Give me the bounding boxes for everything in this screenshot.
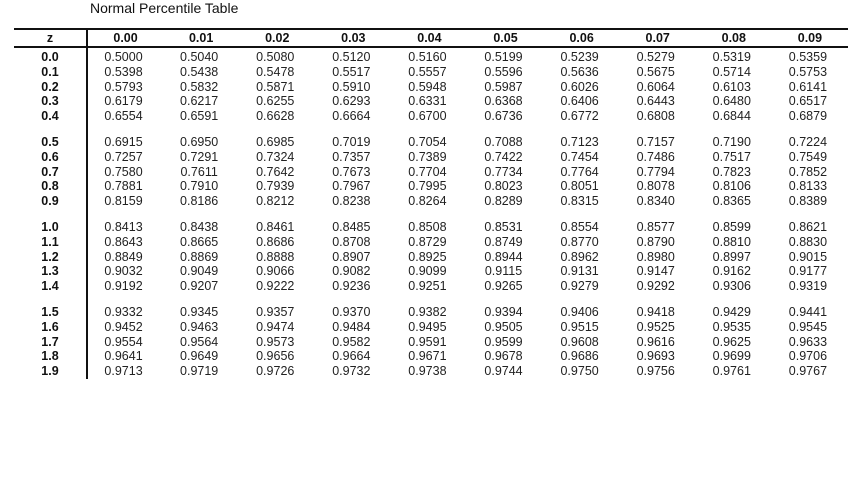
spacer-cell bbox=[544, 209, 620, 220]
percentile-cell: 0.5557 bbox=[408, 64, 447, 79]
table-row bbox=[14, 94, 848, 109]
percentile-cell: 0.7019 bbox=[332, 134, 371, 149]
percentile-cell: 0.9251 bbox=[408, 279, 447, 294]
percentile-cell: 0.5359 bbox=[788, 50, 828, 64]
percentile-cell: 0.7224 bbox=[788, 134, 828, 149]
percentile-cell: 0.7881 bbox=[104, 179, 143, 194]
z-value-cell: 1.5 bbox=[14, 305, 87, 320]
percentile-cell: 0.8078 bbox=[636, 179, 675, 194]
percentile-cell: 0.5000 bbox=[104, 50, 143, 64]
percentile-cell: 0.9535 bbox=[712, 319, 751, 334]
percentile-cell: 0.9641 bbox=[104, 349, 143, 364]
percentile-cell: 0.8531 bbox=[484, 219, 523, 234]
spacer-cell bbox=[87, 294, 163, 305]
percentile-cell: 0.9744 bbox=[484, 364, 523, 379]
percentile-cell: 0.9573 bbox=[256, 334, 295, 349]
table-row bbox=[14, 235, 848, 250]
table-body bbox=[14, 47, 848, 379]
percentile-cell: 0.7123 bbox=[560, 134, 599, 149]
header-col: 0.02 bbox=[239, 29, 315, 47]
group-spacer bbox=[14, 124, 848, 135]
percentile-cell: 0.9767 bbox=[788, 364, 828, 379]
percentile-cell: 0.7995 bbox=[408, 179, 447, 194]
spacer-cell bbox=[315, 124, 391, 135]
percentile-cell: 0.9306 bbox=[712, 279, 751, 294]
percentile-cell: 0.8289 bbox=[484, 194, 523, 209]
percentile-cell: 0.9649 bbox=[180, 349, 219, 364]
percentile-cell: 0.7764 bbox=[560, 164, 599, 179]
percentile-cell: 0.5319 bbox=[712, 50, 751, 64]
header-row bbox=[14, 29, 848, 47]
percentile-cell: 0.7967 bbox=[332, 179, 371, 194]
percentile-cell: 0.6664 bbox=[332, 109, 371, 124]
table-row bbox=[14, 320, 848, 335]
percentile-cell: 0.9678 bbox=[484, 349, 523, 364]
header-col: 0.00 bbox=[87, 29, 163, 47]
percentile-cell: 0.9015 bbox=[788, 249, 828, 264]
percentile-cell: 0.8810 bbox=[712, 234, 751, 249]
percentile-cell: 0.9474 bbox=[256, 319, 295, 334]
table-row bbox=[14, 109, 848, 124]
spacer-cell bbox=[696, 209, 772, 220]
percentile-cell: 0.5160 bbox=[408, 50, 447, 64]
percentile-cell: 0.9429 bbox=[712, 304, 751, 319]
header-col: 0.01 bbox=[163, 29, 239, 47]
percentile-cell: 0.5596 bbox=[484, 64, 523, 79]
percentile-cell: 0.8849 bbox=[104, 249, 143, 264]
percentile-cell: 0.9591 bbox=[408, 334, 447, 349]
percentile-cell: 0.6554 bbox=[104, 109, 143, 124]
z-value-cell: 0.1 bbox=[14, 65, 87, 80]
percentile-cell: 0.9345 bbox=[180, 304, 219, 319]
z-value-cell: 1.0 bbox=[14, 220, 87, 235]
percentile-cell: 0.9292 bbox=[636, 279, 675, 294]
percentile-cell: 0.8944 bbox=[484, 249, 523, 264]
table-row bbox=[14, 335, 848, 350]
percentile-cell: 0.7157 bbox=[636, 134, 675, 149]
percentile-cell: 0.9719 bbox=[180, 364, 219, 379]
percentile-cell: 0.9082 bbox=[332, 264, 371, 279]
percentile-cell: 0.8461 bbox=[256, 219, 295, 234]
table-row bbox=[14, 194, 848, 209]
percentile-cell: 0.9484 bbox=[332, 319, 371, 334]
percentile-cell: 0.8238 bbox=[332, 194, 371, 209]
z-value-cell: 0.7 bbox=[14, 165, 87, 180]
spacer-cell bbox=[696, 294, 772, 305]
percentile-cell: 0.8315 bbox=[560, 194, 599, 209]
percentile-cell: 0.9394 bbox=[484, 304, 523, 319]
percentile-cell: 0.9066 bbox=[256, 264, 295, 279]
spacer-cell bbox=[620, 124, 696, 135]
percentile-cell: 0.5714 bbox=[712, 64, 751, 79]
percentile-cell: 0.9693 bbox=[636, 349, 675, 364]
z-value-cell: 1.6 bbox=[14, 320, 87, 335]
header-col: 0.09 bbox=[772, 29, 848, 47]
header-col: 0.08 bbox=[696, 29, 772, 47]
percentile-cell: 0.5199 bbox=[484, 50, 523, 64]
percentile-cell: 0.8159 bbox=[104, 194, 143, 209]
percentile-cell: 0.9131 bbox=[560, 264, 599, 279]
percentile-cell: 0.7357 bbox=[332, 149, 371, 164]
spacer-cell bbox=[391, 124, 467, 135]
percentile-cell: 0.9582 bbox=[332, 334, 371, 349]
percentile-cell: 0.5910 bbox=[332, 79, 371, 94]
percentile-cell: 0.9515 bbox=[560, 319, 599, 334]
percentile-cell: 0.8051 bbox=[560, 179, 599, 194]
percentile-cell: 0.7517 bbox=[712, 149, 751, 164]
percentile-cell: 0.9625 bbox=[712, 334, 751, 349]
percentile-cell: 0.6368 bbox=[484, 94, 523, 109]
percentile-cell: 0.9406 bbox=[560, 304, 599, 319]
z-value-cell: 1.4 bbox=[14, 279, 87, 294]
table-title: Normal Percentile Table bbox=[90, 0, 239, 16]
percentile-cell: 0.8686 bbox=[256, 234, 295, 249]
z-value-cell: 1.3 bbox=[14, 264, 87, 279]
percentile-cell: 0.8830 bbox=[788, 234, 828, 249]
percentile-cell: 0.9463 bbox=[180, 319, 219, 334]
percentile-cell: 0.9732 bbox=[332, 364, 371, 379]
percentile-cell: 0.5080 bbox=[256, 50, 295, 64]
percentile-cell: 0.9236 bbox=[332, 279, 371, 294]
spacer-cell bbox=[315, 209, 391, 220]
spacer-cell bbox=[87, 124, 163, 135]
table-row bbox=[14, 264, 848, 279]
percentile-cell: 0.8133 bbox=[788, 179, 828, 194]
percentile-cell: 0.6950 bbox=[180, 134, 219, 149]
percentile-cell: 0.9207 bbox=[180, 279, 219, 294]
percentile-cell: 0.7910 bbox=[180, 179, 219, 194]
percentile-cell: 0.9761 bbox=[712, 364, 751, 379]
percentile-cell: 0.6217 bbox=[180, 94, 219, 109]
percentile-cell: 0.6700 bbox=[408, 109, 447, 124]
percentile-cell: 0.5753 bbox=[788, 64, 828, 79]
table-row bbox=[14, 135, 848, 150]
percentile-cell: 0.9418 bbox=[636, 304, 675, 319]
percentile-cell: 0.9357 bbox=[256, 304, 295, 319]
spacer-cell bbox=[163, 294, 239, 305]
percentile-cell: 0.8389 bbox=[788, 194, 828, 209]
percentile-cell: 0.9177 bbox=[788, 264, 828, 279]
percentile-cell: 0.9505 bbox=[484, 319, 523, 334]
group-spacer bbox=[14, 294, 848, 305]
percentile-cell: 0.6293 bbox=[332, 94, 371, 109]
percentile-cell: 0.6879 bbox=[788, 109, 828, 124]
header-col: 0.06 bbox=[544, 29, 620, 47]
percentile-cell: 0.8485 bbox=[332, 219, 371, 234]
percentile-cell: 0.8023 bbox=[484, 179, 523, 194]
percentile-cell: 0.8888 bbox=[256, 249, 295, 264]
percentile-cell: 0.9554 bbox=[104, 334, 143, 349]
percentile-cell: 0.9726 bbox=[256, 364, 295, 379]
spacer-cell bbox=[772, 294, 848, 305]
spacer-cell bbox=[696, 124, 772, 135]
percentile-cell: 0.6736 bbox=[484, 109, 523, 124]
percentile-cell: 0.9162 bbox=[712, 264, 751, 279]
table-row bbox=[14, 305, 848, 320]
percentile-cell: 0.6591 bbox=[180, 109, 219, 124]
percentile-cell: 0.8869 bbox=[180, 249, 219, 264]
percentile-cell: 0.8264 bbox=[408, 194, 447, 209]
spacer-cell bbox=[544, 294, 620, 305]
percentile-cell: 0.9099 bbox=[408, 264, 447, 279]
percentile-cell: 0.7422 bbox=[484, 149, 523, 164]
percentile-cell: 0.9525 bbox=[636, 319, 675, 334]
percentile-cell: 0.6443 bbox=[636, 94, 675, 109]
percentile-cell: 0.8665 bbox=[180, 234, 219, 249]
z-value-cell: 0.5 bbox=[14, 135, 87, 150]
percentile-cell: 0.7486 bbox=[636, 149, 675, 164]
spacer-cell bbox=[239, 294, 315, 305]
percentile-cell: 0.9032 bbox=[104, 264, 143, 279]
percentile-cell: 0.6985 bbox=[256, 134, 295, 149]
percentile-cell: 0.9049 bbox=[180, 264, 219, 279]
spacer-cell bbox=[467, 294, 543, 305]
z-value-cell: 1.7 bbox=[14, 335, 87, 350]
percentile-cell: 0.8438 bbox=[180, 219, 219, 234]
percentile-cell: 0.6179 bbox=[104, 94, 143, 109]
z-value-cell: 0.4 bbox=[14, 109, 87, 124]
percentile-cell: 0.9686 bbox=[560, 349, 599, 364]
percentile-cell: 0.8340 bbox=[636, 194, 675, 209]
percentile-cell: 0.9633 bbox=[788, 334, 828, 349]
table-row bbox=[14, 65, 848, 80]
spacer-cell bbox=[391, 209, 467, 220]
percentile-cell: 0.6406 bbox=[560, 94, 599, 109]
header-col: 0.04 bbox=[391, 29, 467, 47]
percentile-cell: 0.7324 bbox=[256, 149, 295, 164]
percentile-cell: 0.9222 bbox=[256, 279, 295, 294]
z-value-cell: 1.1 bbox=[14, 235, 87, 250]
z-value-cell: 0.2 bbox=[14, 80, 87, 95]
percentile-cell: 0.9671 bbox=[408, 349, 447, 364]
percentile-cell: 0.8554 bbox=[560, 219, 599, 234]
percentile-cell: 0.5398 bbox=[104, 64, 143, 79]
z-value-cell: 1.2 bbox=[14, 250, 87, 265]
spacer-cell bbox=[239, 209, 315, 220]
percentile-cell: 0.8621 bbox=[788, 219, 828, 234]
percentile-cell: 0.7389 bbox=[408, 149, 447, 164]
percentile-cell: 0.5478 bbox=[256, 64, 295, 79]
percentile-cell: 0.9115 bbox=[484, 264, 523, 279]
percentile-cell: 0.9265 bbox=[484, 279, 523, 294]
percentile-cell: 0.6141 bbox=[788, 79, 828, 94]
table-row bbox=[14, 220, 848, 235]
percentile-cell: 0.6915 bbox=[104, 134, 143, 149]
spacer-cell bbox=[14, 294, 87, 305]
spacer-cell bbox=[14, 124, 87, 135]
z-value-cell: 0.9 bbox=[14, 194, 87, 209]
percentile-cell: 0.8962 bbox=[560, 249, 599, 264]
percentile-cell: 0.8508 bbox=[408, 219, 447, 234]
percentile-cell: 0.6808 bbox=[636, 109, 675, 124]
percentile-cell: 0.8577 bbox=[636, 219, 675, 234]
header-col: 0.03 bbox=[315, 29, 391, 47]
percentile-cell: 0.6517 bbox=[788, 94, 828, 109]
percentile-cell: 0.7823 bbox=[712, 164, 751, 179]
percentile-cell: 0.8365 bbox=[712, 194, 751, 209]
percentile-cell: 0.7580 bbox=[104, 164, 143, 179]
percentile-cell: 0.6628 bbox=[256, 109, 295, 124]
spacer-cell bbox=[163, 124, 239, 135]
percentile-cell: 0.9452 bbox=[104, 319, 143, 334]
percentile-cell: 0.5438 bbox=[180, 64, 219, 79]
percentile-cell: 0.8925 bbox=[408, 249, 447, 264]
spacer-cell bbox=[544, 124, 620, 135]
percentile-cell: 0.5987 bbox=[484, 79, 523, 94]
percentile-cell: 0.9706 bbox=[788, 349, 828, 364]
spacer-cell bbox=[315, 294, 391, 305]
spacer-cell bbox=[239, 124, 315, 135]
spacer-cell bbox=[14, 209, 87, 220]
percentile-cell: 0.9279 bbox=[560, 279, 599, 294]
table-row bbox=[14, 80, 848, 95]
percentile-cell: 0.9608 bbox=[560, 334, 599, 349]
table-row bbox=[14, 150, 848, 165]
table-row bbox=[14, 47, 848, 65]
header-col: 0.07 bbox=[620, 29, 696, 47]
spacer-cell bbox=[163, 209, 239, 220]
percentile-cell: 0.6772 bbox=[560, 109, 599, 124]
percentile-cell: 0.8643 bbox=[104, 234, 143, 249]
percentile-cell: 0.8770 bbox=[560, 234, 599, 249]
percentile-table-container bbox=[14, 28, 848, 379]
percentile-cell: 0.7852 bbox=[788, 164, 828, 179]
percentile-cell: 0.8708 bbox=[332, 234, 371, 249]
percentile-cell: 0.9564 bbox=[180, 334, 219, 349]
group-spacer bbox=[14, 209, 848, 220]
percentile-cell: 0.9192 bbox=[104, 279, 143, 294]
percentile-cell: 0.6844 bbox=[712, 109, 751, 124]
percentile-cell: 0.5040 bbox=[180, 50, 219, 64]
percentile-cell: 0.7642 bbox=[256, 164, 295, 179]
percentile-cell: 0.6064 bbox=[636, 79, 675, 94]
percentile-cell: 0.6255 bbox=[256, 94, 295, 109]
percentile-cell: 0.9147 bbox=[636, 264, 675, 279]
percentile-cell: 0.5675 bbox=[636, 64, 675, 79]
percentile-cell: 0.7794 bbox=[636, 164, 675, 179]
percentile-cell: 0.9664 bbox=[332, 349, 371, 364]
header-z: z bbox=[14, 29, 87, 47]
percentile-cell: 0.5871 bbox=[256, 79, 295, 94]
percentile-cell: 0.5279 bbox=[636, 50, 675, 64]
percentile-cell: 0.8186 bbox=[180, 194, 219, 209]
percentile-cell: 0.6103 bbox=[712, 79, 751, 94]
percentile-cell: 0.9599 bbox=[484, 334, 523, 349]
table-row bbox=[14, 250, 848, 265]
normal-percentile-table bbox=[14, 28, 848, 379]
percentile-cell: 0.9545 bbox=[788, 319, 828, 334]
percentile-cell: 0.9616 bbox=[636, 334, 675, 349]
z-value-cell: 0.6 bbox=[14, 150, 87, 165]
percentile-cell: 0.9699 bbox=[712, 349, 751, 364]
percentile-cell: 0.6026 bbox=[560, 79, 599, 94]
percentile-cell: 0.9713 bbox=[104, 364, 143, 379]
percentile-cell: 0.8599 bbox=[712, 219, 751, 234]
percentile-cell: 0.9750 bbox=[560, 364, 599, 379]
table-row bbox=[14, 364, 848, 379]
z-value-cell: 1.9 bbox=[14, 364, 87, 379]
percentile-cell: 0.9441 bbox=[788, 304, 828, 319]
percentile-cell: 0.8106 bbox=[712, 179, 751, 194]
z-value-cell: 0.0 bbox=[14, 47, 87, 65]
percentile-cell: 0.7549 bbox=[788, 149, 828, 164]
percentile-cell: 0.6480 bbox=[712, 94, 751, 109]
table-row bbox=[14, 349, 848, 364]
spacer-cell bbox=[391, 294, 467, 305]
percentile-cell: 0.9382 bbox=[408, 304, 447, 319]
percentile-cell: 0.8790 bbox=[636, 234, 675, 249]
percentile-cell: 0.5517 bbox=[332, 64, 371, 79]
percentile-cell: 0.7054 bbox=[408, 134, 447, 149]
table-row bbox=[14, 279, 848, 294]
header-col: 0.05 bbox=[467, 29, 543, 47]
percentile-cell: 0.7673 bbox=[332, 164, 371, 179]
percentile-cell: 0.9656 bbox=[256, 349, 295, 364]
percentile-cell: 0.8997 bbox=[712, 249, 751, 264]
percentile-cell: 0.9319 bbox=[788, 279, 828, 294]
percentile-cell: 0.7454 bbox=[560, 149, 599, 164]
percentile-cell: 0.8749 bbox=[484, 234, 523, 249]
percentile-cell: 0.8980 bbox=[636, 249, 675, 264]
percentile-cell: 0.7704 bbox=[408, 164, 447, 179]
percentile-cell: 0.8729 bbox=[408, 234, 447, 249]
spacer-cell bbox=[620, 209, 696, 220]
percentile-cell: 0.9332 bbox=[104, 304, 143, 319]
percentile-cell: 0.7939 bbox=[256, 179, 295, 194]
spacer-cell bbox=[772, 124, 848, 135]
percentile-cell: 0.5948 bbox=[408, 79, 447, 94]
spacer-cell bbox=[87, 209, 163, 220]
percentile-cell: 0.9738 bbox=[408, 364, 447, 379]
spacer-cell bbox=[620, 294, 696, 305]
percentile-cell: 0.5793 bbox=[104, 79, 143, 94]
percentile-cell: 0.7257 bbox=[104, 149, 143, 164]
z-value-cell: 0.8 bbox=[14, 179, 87, 194]
percentile-cell: 0.7291 bbox=[180, 149, 219, 164]
percentile-cell: 0.6331 bbox=[408, 94, 447, 109]
percentile-cell: 0.5832 bbox=[180, 79, 219, 94]
percentile-cell: 0.9756 bbox=[636, 364, 675, 379]
percentile-cell: 0.5120 bbox=[332, 50, 371, 64]
z-value-cell: 1.8 bbox=[14, 349, 87, 364]
spacer-cell bbox=[467, 124, 543, 135]
table-row bbox=[14, 179, 848, 194]
percentile-cell: 0.9370 bbox=[332, 304, 371, 319]
percentile-cell: 0.8212 bbox=[256, 194, 295, 209]
spacer-cell bbox=[772, 209, 848, 220]
percentile-cell: 0.7734 bbox=[484, 164, 523, 179]
percentile-cell: 0.7088 bbox=[484, 134, 523, 149]
percentile-cell: 0.8413 bbox=[104, 219, 143, 234]
z-value-cell: 0.3 bbox=[14, 94, 87, 109]
percentile-cell: 0.8907 bbox=[332, 249, 371, 264]
percentile-cell: 0.7190 bbox=[712, 134, 751, 149]
percentile-cell: 0.7611 bbox=[180, 164, 218, 179]
percentile-cell: 0.9495 bbox=[408, 319, 447, 334]
spacer-cell bbox=[467, 209, 543, 220]
table-row bbox=[14, 165, 848, 180]
percentile-cell: 0.5636 bbox=[560, 64, 599, 79]
percentile-cell: 0.5239 bbox=[560, 50, 599, 64]
